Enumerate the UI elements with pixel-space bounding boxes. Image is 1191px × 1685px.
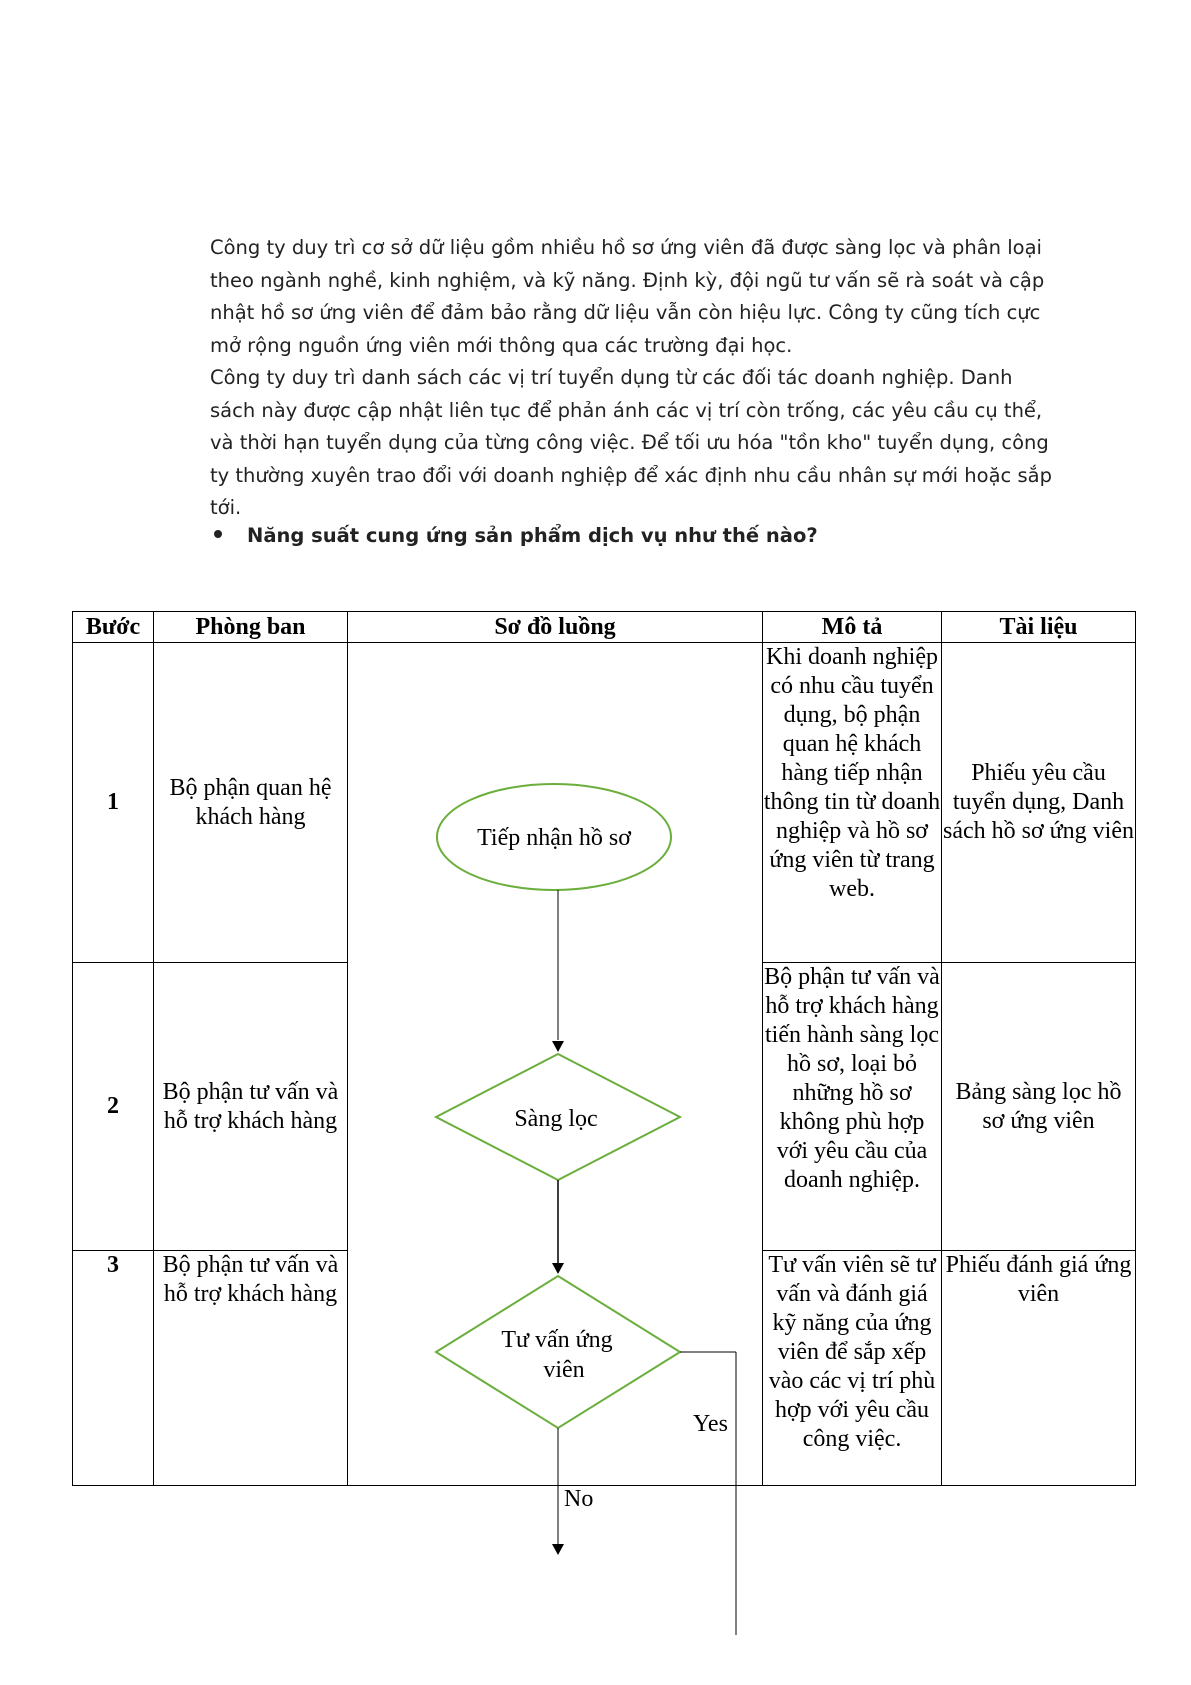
consult-label-line1: Tư vấn ứng	[501, 1327, 613, 1353]
step-cell: 2	[73, 963, 154, 1251]
bullet-text: Năng suất cung ứng sản phẩm dịch vụ như thế nào?	[247, 524, 818, 547]
arrow-down-icon	[552, 1041, 564, 1052]
no-label: No	[564, 1486, 594, 1512]
consult-label-line2: viên	[543, 1357, 585, 1383]
screening-label: Sàng lọc	[514, 1106, 598, 1132]
step-cell: 1	[73, 643, 154, 963]
step-cell: 3	[73, 1251, 154, 1486]
documents-cell: Phiếu đánh giá ứng viên	[942, 1251, 1136, 1486]
description-cell: Khi doanh nghiệp có nhu cầu tuyển dụng, bộ phận quan hệ khách hàng tiếp nhận thông tin từ doanh nghiệp và hồ sơ ứng viên từ trang web.	[763, 643, 942, 963]
header-description: Mô tả	[763, 612, 942, 643]
arrow-down-icon	[552, 1263, 564, 1274]
description-cell: Tư vấn viên sẽ tư vấn và đánh giá kỹ năng của ứng viên để sắp xếp vào các vị trí phù hợp với yêu cầu công việc.	[763, 1251, 942, 1486]
documents-cell: Bảng sàng lọc hồ sơ ứng viên	[942, 963, 1136, 1251]
start-label: Tiếp nhận hồ sơ	[477, 825, 631, 851]
department-cell: Bộ phận tư vấn và hỗ trợ khách hàng	[154, 963, 348, 1251]
department-cell: Bộ phận tư vấn và hỗ trợ khách hàng	[154, 1251, 348, 1486]
header-documents: Tài liệu	[942, 612, 1136, 643]
header-step: Bước	[73, 612, 154, 643]
arrow-down-icon	[552, 1544, 564, 1555]
header-department: Phòng ban	[154, 612, 348, 643]
documents-cell: Phiếu yêu cầu tuyển dụng, Danh sách hồ sơ ứng viên	[942, 643, 1136, 963]
description-cell: Bộ phận tư vấn và hỗ trợ khách hàng tiến hành sàng lọc hồ sơ, loại bỏ những hồ sơ không phù hợp với yêu cầu của doanh nghiệp.	[763, 963, 942, 1251]
intro-paragraph-2: Công ty duy trì danh sách các vị trí tuyển dụng từ các đối tác doanh nghiệp. Danh sách này được cập nhật liên tục để phản ánh các vị trí còn trống, các yêu cầu cụ thể, và thời hạn tuyển dụng của từng công việc. Để tối ưu hóa "tồn kho" tuyển dụng, công ty thường xuyên trao đổi với doanh nghiệp để xác định nhu cầu nhân sự mới hoặc sắp tới.	[210, 366, 1052, 519]
header-flow: Sơ đồ luồng	[348, 612, 763, 643]
yes-label: Yes	[693, 1411, 728, 1437]
intro-paragraph-1: Công ty duy trì cơ sở dữ liệu gồm nhiều hồ sơ ứng viên đã được sàng lọc và phân loại theo ngành nghề, kinh nghiệm, và kỹ năng. Định kỳ, đội ngũ tư vấn sẽ rà soát và cập nhật hồ sơ ứng viên để đảm bảo rằng dữ liệu vẫn còn hiệu lực. Công ty cũng tích cực mở rộng nguồn ứng viên mới thông qua các trường đại học.	[210, 236, 1045, 357]
department-cell: Bộ phận quan hệ khách hàng	[154, 643, 348, 963]
